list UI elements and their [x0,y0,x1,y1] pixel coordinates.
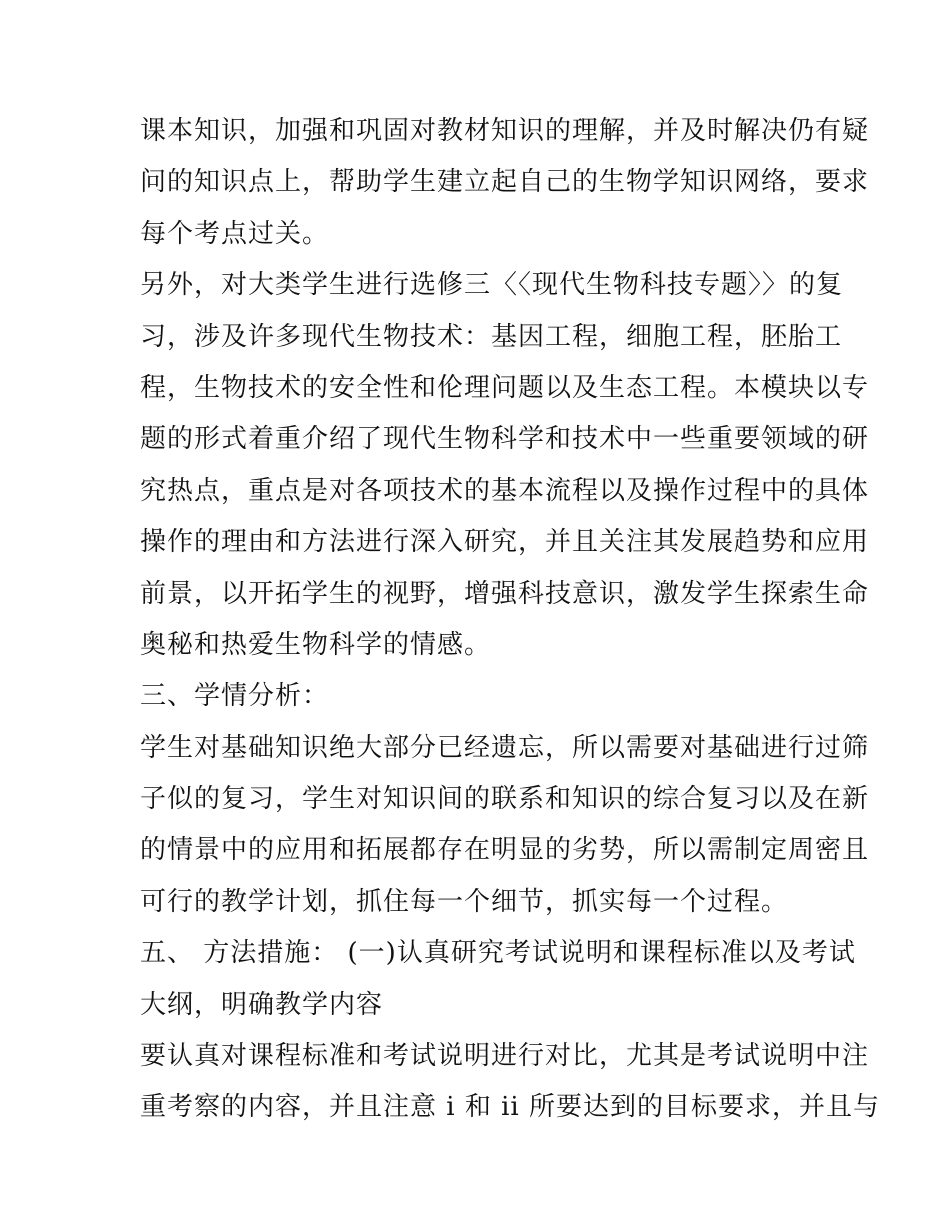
paragraph-line: 问的知识点上，帮助学生建立起自己的生物学知识网络，要求 [140,167,870,198]
paragraph-line: 前景，以开拓学生的视野，增强科技意识，激发学生探索生命 [140,578,870,609]
paragraph-line: 程，生物技术的安全性和伦理问题以及生态工程。本模块以专 [140,372,870,403]
section-heading: 三、学情分析： [140,681,330,712]
paragraph-line: 究热点，重点是对各项技术的基本流程以及操作过程中的具体 [140,475,870,506]
paragraph-line: 操作的理由和方法进行深入研究，并且关注其发展趋势和应用 [140,527,870,558]
paragraph-line: 大纲，明确教学内容 [140,989,384,1020]
paragraph-line: 课本知识，加强和巩固对教材知识的理解，并及时解决仍有疑 [140,116,870,146]
paragraph-line: 每个考点过关。 [140,218,330,249]
paragraph-line: 可行的教学计划，抓住每一个细节，抓实每一个过程。 [140,886,789,917]
paragraph-line: 重考察的内容，并且注意 i 和 ii 所要达到的目标要求，并且与 [140,1092,881,1123]
paragraph-line: 习，涉及许多现代生物技术：基因工程，细胞工程，胚胎工 [140,321,843,352]
paragraph-line: 要认真对课程标准和考试说明进行对比，尤其是考试说明中注 [140,1041,870,1072]
paragraph-line: 子似的复习，学生对知识间的联系和知识的综合复习以及在新 [140,784,870,815]
paragraph-line: 题的形式着重介绍了现代生物科学和技术中一些重要领域的研 [140,424,870,455]
section-heading: 五、 方法措施： (一)认真研究考试说明和课程标准以及考试 [140,938,856,969]
paragraph-line: 的情景中的应用和拓展都存在明显的劣势，所以需制定周密且 [140,835,870,866]
paragraph-line: 奥秘和热爱生物科学的情感。 [140,629,492,660]
paragraph-line: 另外，对大类学生进行选修三〈〈现代生物科技专题〉〉的复 [140,270,844,301]
paragraph-line: 学生对基础知识绝大部分已经遗忘，所以需要对基础进行过筛 [140,732,870,763]
document-body [140,106,881,1134]
